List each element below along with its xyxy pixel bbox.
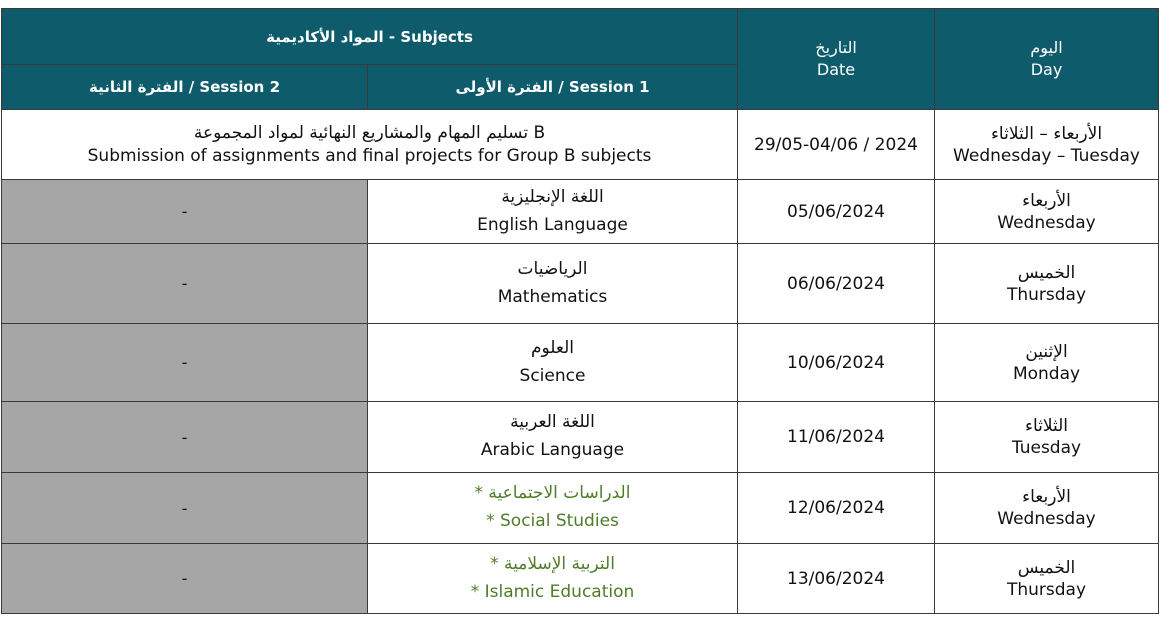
submission-row	[2, 110, 1159, 180]
day-ar: الأربعاء	[1022, 190, 1071, 211]
day-en: Thursday	[1006, 579, 1087, 600]
day-cell	[935, 244, 1159, 324]
session2-cell: -	[2, 402, 368, 473]
submission-text-en: Submission of assignments and final projects for Group B subjects	[87, 145, 652, 166]
day-cell	[935, 324, 1159, 402]
session2-cell: -	[2, 244, 368, 324]
subjects-header: المواد الأكاديمية - Subjects	[2, 9, 738, 65]
submission-day-en: Wednesday – Tuesday	[953, 145, 1140, 166]
date-cell: 13/06/2024	[738, 544, 935, 614]
day-ar: الخميس	[1017, 557, 1076, 578]
subject-cell	[368, 180, 738, 244]
subject-cell-optional	[368, 473, 738, 544]
session2-cell: -	[2, 544, 368, 614]
subject-ar: اللغة الإنجليزية	[501, 186, 604, 207]
day-ar: الثلاثاء	[1024, 416, 1069, 436]
table-row	[2, 402, 1159, 473]
table-row	[2, 244, 1159, 324]
day-en: Tuesday	[1011, 438, 1082, 458]
session2-cell: -	[2, 180, 368, 244]
subject-cell	[368, 244, 738, 324]
day-en: Monday	[1012, 363, 1081, 384]
subject-en: * Islamic Education	[470, 581, 635, 602]
session2-cell: -	[2, 324, 368, 402]
subject-en: Arabic Language	[480, 440, 625, 460]
day-header-ar: اليوم	[1030, 38, 1063, 57]
subject-ar: اللغة العربية	[510, 412, 595, 432]
day-ar: الإثنين	[1025, 341, 1068, 362]
day-header-en: Day	[1030, 60, 1063, 79]
day-cell	[935, 544, 1159, 614]
table-row	[2, 473, 1159, 544]
day-en: Thursday	[1006, 284, 1087, 305]
day-cell	[935, 402, 1159, 473]
day-header	[935, 9, 1159, 110]
submission-day	[935, 110, 1159, 180]
submission-date: 29/05-04/06 / 2024	[738, 110, 935, 180]
day-cell	[935, 180, 1159, 244]
table-row	[2, 324, 1159, 402]
day-cell	[935, 473, 1159, 544]
subject-ar: الرياضيات	[517, 258, 588, 279]
subject-cell-optional	[368, 544, 738, 614]
subject-en: Science	[519, 365, 586, 386]
date-cell: 11/06/2024	[738, 402, 935, 473]
day-en: Wednesday	[997, 212, 1096, 233]
session2-header: الفترة الثانية / Session 2	[2, 65, 368, 110]
session1-header: الفترة الأولى / Session 1	[368, 65, 738, 110]
subject-cell	[368, 324, 738, 402]
table-row	[2, 544, 1159, 614]
date-header-en: Date	[816, 60, 856, 79]
exam-schedule-table	[1, 8, 1159, 614]
table-row	[2, 180, 1159, 244]
date-cell: 10/06/2024	[738, 324, 935, 402]
subject-cell	[368, 402, 738, 473]
day-ar: الأربعاء	[1022, 487, 1071, 507]
subject-ar: العلوم	[530, 337, 575, 358]
date-cell: 06/06/2024	[738, 244, 935, 324]
submission-day-ar: الأربعاء – الثلاثاء	[990, 123, 1103, 144]
date-cell: 05/06/2024	[738, 180, 935, 244]
day-en: Wednesday	[997, 509, 1096, 529]
day-ar: الخميس	[1017, 262, 1076, 283]
subject-en: Mathematics	[497, 286, 608, 307]
session2-cell: -	[2, 473, 368, 544]
date-cell: 12/06/2024	[738, 473, 935, 544]
submission-text	[2, 110, 738, 180]
date-header-ar: التاريخ	[815, 38, 857, 57]
subject-en: English Language	[477, 214, 628, 235]
subject-ar: * التربية الإسلامية	[490, 553, 615, 574]
date-header	[738, 9, 935, 110]
subject-ar: * الدراسات الاجتماعية	[474, 483, 631, 503]
submission-text-ar: تسليم المهام والمشاريع النهائية لمواد المجموعة B	[193, 122, 546, 143]
header-row-1	[2, 9, 1159, 65]
subject-en: * Social Studies	[486, 511, 619, 531]
